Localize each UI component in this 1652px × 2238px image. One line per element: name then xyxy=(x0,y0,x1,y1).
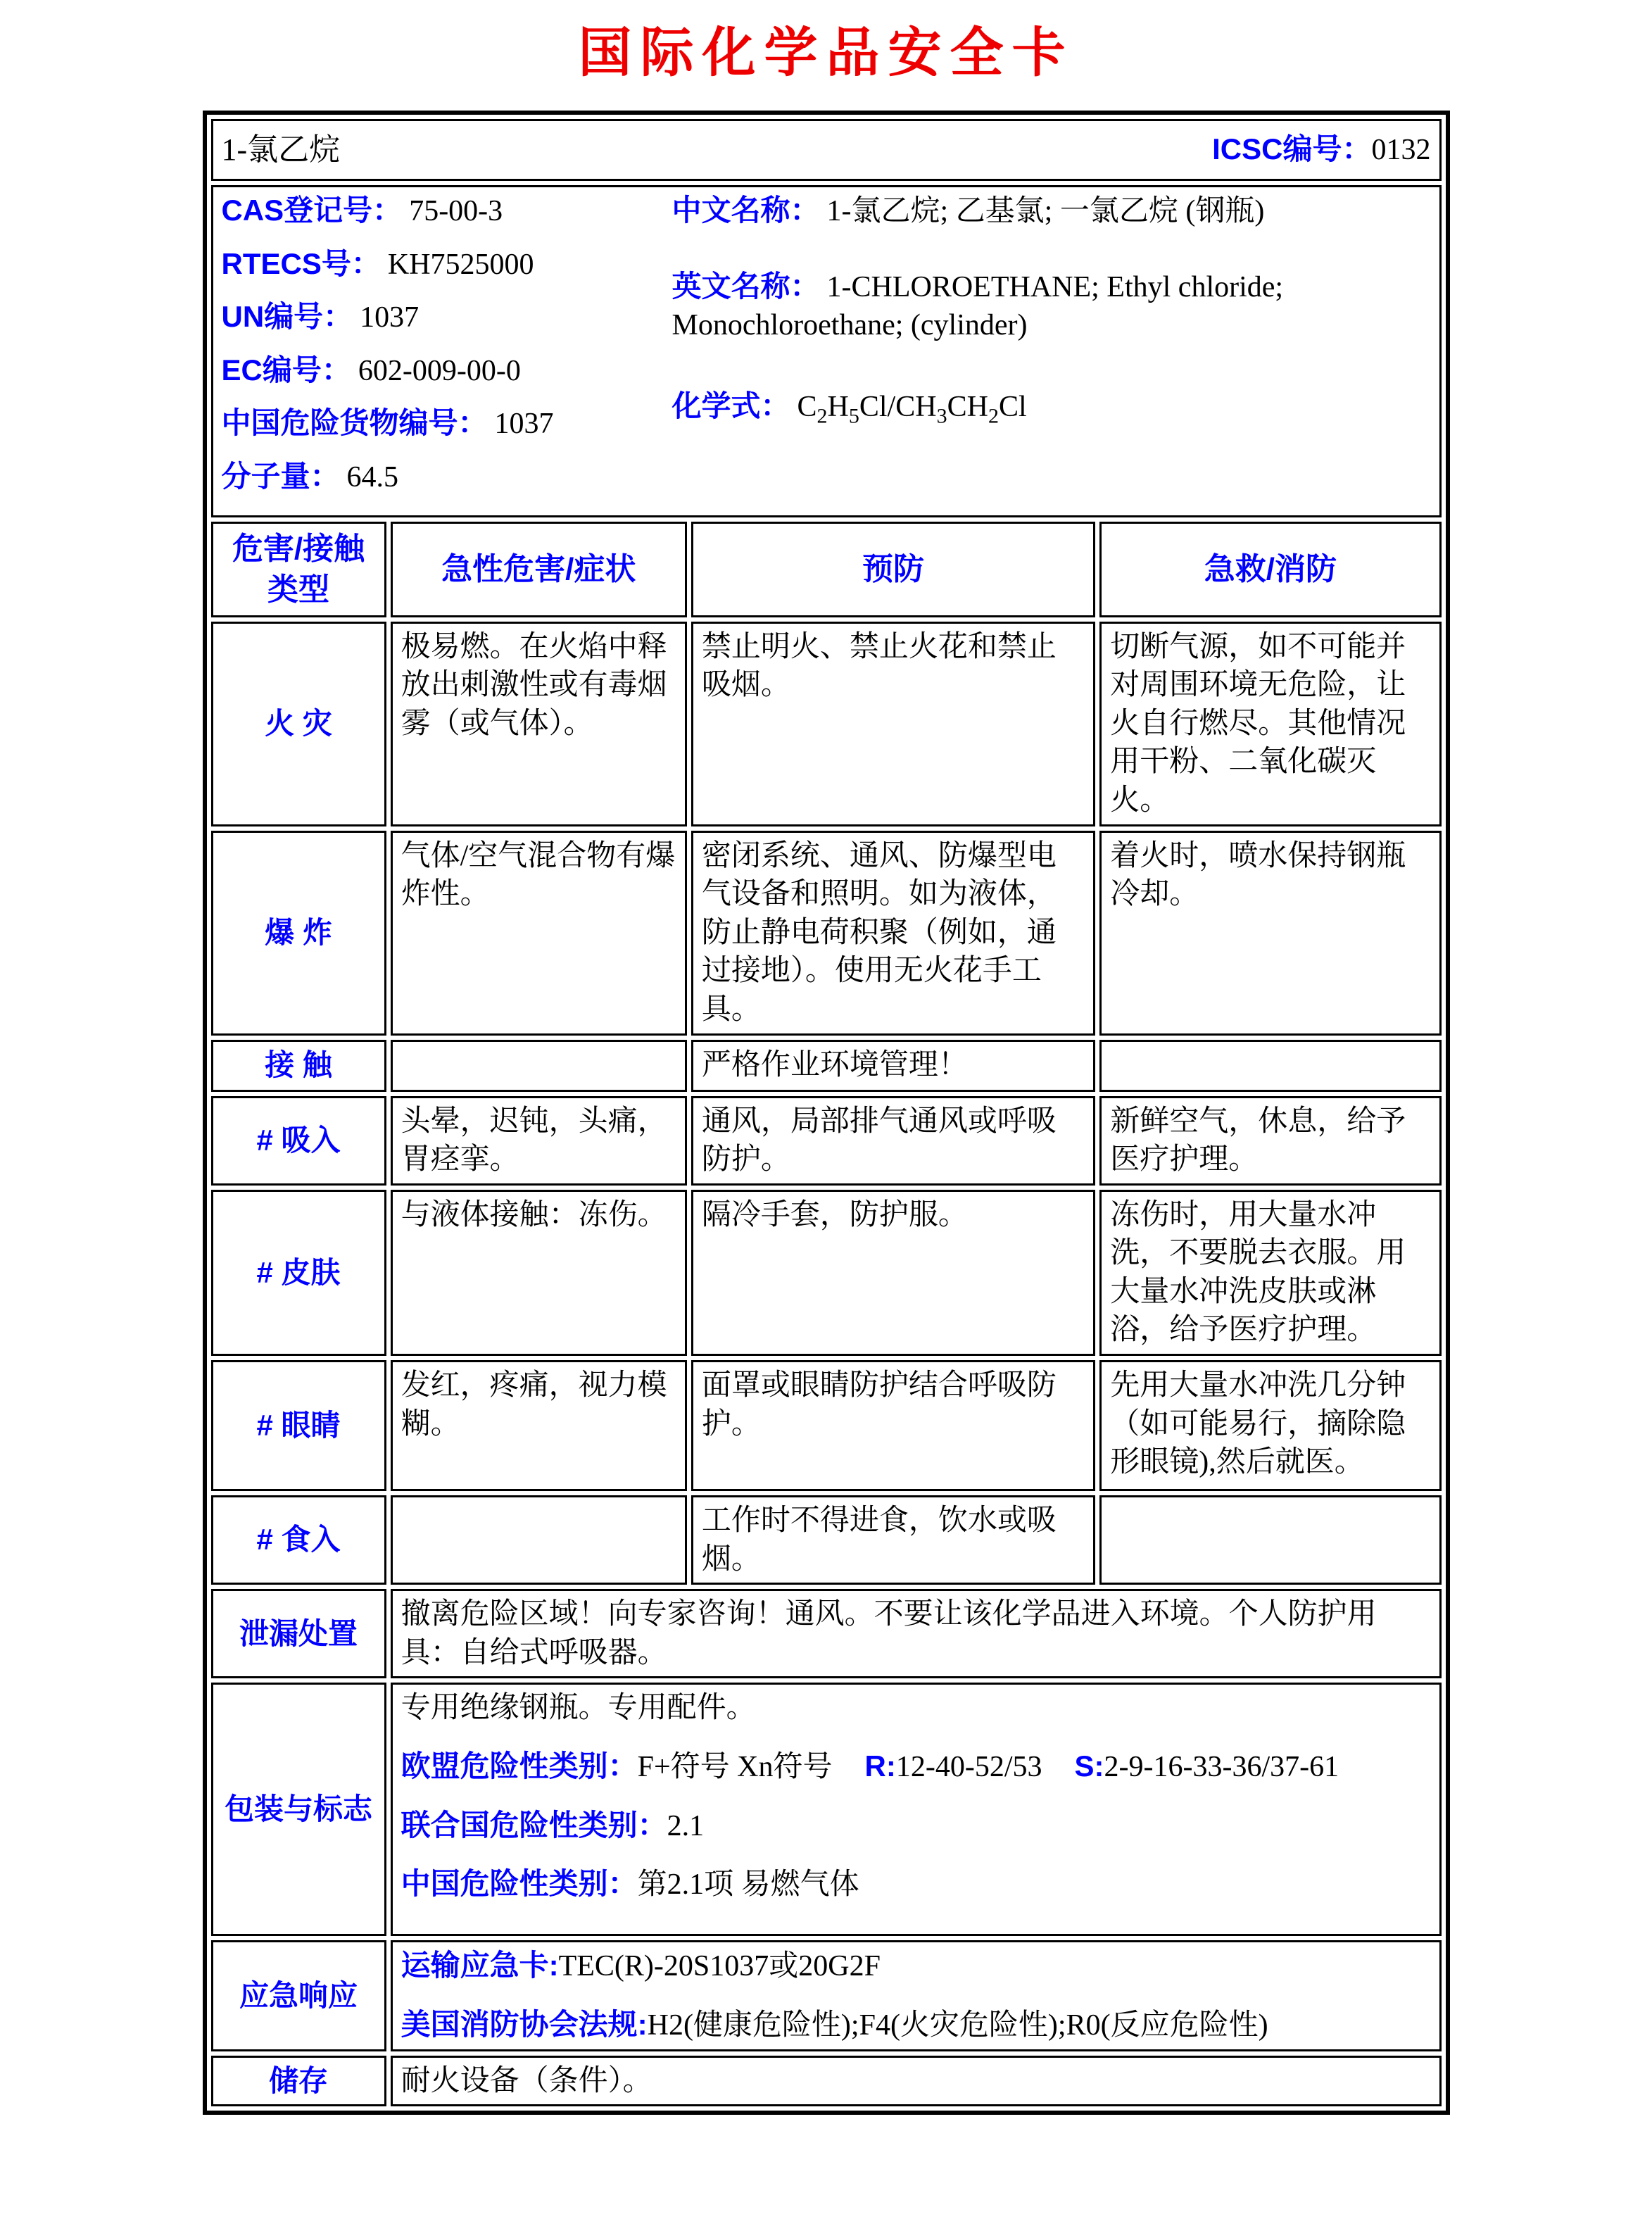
eu-symbols: F+符号 Xn符号 xyxy=(637,1751,833,1784)
packaging-line-cylinder: 专用绝缘钢瓶。专用配件。 xyxy=(401,1692,756,1725)
tec-card-value: TEC(R)-20S1037或20G2F xyxy=(558,1950,881,1983)
explosion-firstaid-cell: 着火时，喷水保持钢瓶冷却。 xyxy=(1099,831,1441,1036)
storage-row xyxy=(211,2056,1442,2107)
substance-name: 1-氯乙烷 xyxy=(221,132,341,168)
eyes-firstaid-cell: 先用大量水冲洗几分钟（如可能易行，摘除隐形眼镜),然后就医。 xyxy=(1099,1360,1441,1491)
contact-prevention-cell: 严格作业环境管理！ xyxy=(691,1040,1095,1092)
eyes-prevention-cell: 面罩或眼睛防护结合呼吸防护。 xyxy=(691,1360,1095,1491)
english-name xyxy=(672,268,1431,345)
chinese-name xyxy=(672,191,1431,231)
inhalation-firstaid-cell: 新鲜空气，休息，给予医疗护理。 xyxy=(1099,1096,1441,1186)
cas-value: 75-00-3 xyxy=(409,195,503,227)
ec-label: EC编号： xyxy=(221,353,351,386)
hazard-row-explosion xyxy=(211,831,1442,1036)
molweight-value: 64.5 xyxy=(346,460,399,494)
emergency-cell xyxy=(391,1940,1442,2051)
hazard-header-firstaid: 急救/消防 xyxy=(1099,522,1441,617)
skin-symptom-cell: 与液体接触：冻伤。 xyxy=(391,1190,687,1356)
china-dg-label: 中国危险货物编号： xyxy=(221,406,488,440)
emergency-line-nfpa xyxy=(401,2006,1431,2045)
hazard-header-symptom: 急性危害/症状 xyxy=(391,522,687,617)
emergency-line-tec xyxy=(401,1947,1431,1986)
identifier-cas xyxy=(222,191,672,231)
explosion-prevention-cell: 密闭系统、通风、防爆型电气设备和照明。如为液体，防止静电荷积聚（例如，通过接地）。使用无火花手工具。 xyxy=(691,831,1095,1036)
hazard-row-fire xyxy=(211,622,1442,826)
ec-value: 602-009-00-0 xyxy=(358,354,521,387)
packaging-cell xyxy=(391,1683,1442,1936)
row-label-explosion: 爆 炸 xyxy=(211,831,386,1036)
name-list xyxy=(672,191,1431,511)
identification-cell xyxy=(211,185,1442,517)
rtecs-label: RTECS号： xyxy=(221,246,381,280)
packaging-line-un xyxy=(401,1806,1431,1846)
cas-label: CAS登记号： xyxy=(221,194,403,227)
china-dg-value: 1037 xyxy=(494,408,554,441)
un-label: UN编号： xyxy=(221,300,353,334)
nfpa-value: H2(健康危险性);F4(火灾危险性);R0(反应危险性) xyxy=(647,2009,1268,2042)
row-label-eyes: # 眼睛 xyxy=(211,1360,386,1491)
r-phrases-label: R: xyxy=(864,1749,896,1783)
inhalation-symptom-cell: 头晕，迟钝，头痛，胃痉挛。 xyxy=(391,1096,687,1186)
s-phrases-label: S: xyxy=(1074,1749,1104,1783)
identifier-molweight xyxy=(222,458,672,497)
skin-firstaid-cell: 冻伤时，用大量水冲洗，不要脱去衣服。用大量水冲洗皮肤或淋浴，给予医疗护理。 xyxy=(1099,1190,1441,1356)
chinese-name-label: 中文名称： xyxy=(671,194,820,227)
icsc-value: 0132 xyxy=(1371,134,1431,167)
spill-row xyxy=(211,1589,1442,1678)
identifier-list xyxy=(222,191,672,511)
hazard-row-skin xyxy=(211,1190,1442,1356)
row-label-fire: 火 灾 xyxy=(211,622,386,826)
identifier-rtecs xyxy=(222,245,672,284)
fire-symptom-cell: 极易燃。在火焰中释放出刺激性或有毒烟雾（或气体）。 xyxy=(391,622,687,826)
packaging-line-eu xyxy=(401,1747,1431,1787)
identifier-un xyxy=(222,298,672,337)
icsc-label: ICSC编号： xyxy=(1212,132,1372,166)
contact-firstaid-cell xyxy=(1099,1040,1441,1092)
ingestion-firstaid-cell xyxy=(1099,1495,1441,1585)
fire-prevention-cell: 禁止明火、禁止火花和禁止吸烟。 xyxy=(691,622,1095,826)
eu-class-label: 欧盟危险性类别： xyxy=(401,1749,638,1783)
packaging-line-china xyxy=(401,1865,1431,1904)
hazard-header-type: 危害/接触类型 xyxy=(211,522,386,617)
hazard-header-prevention: 预防 xyxy=(691,522,1095,617)
un-value: 1037 xyxy=(360,301,420,334)
row-label-ingestion: # 食入 xyxy=(211,1495,386,1585)
fire-firstaid-cell: 切断气源，如不可能并对周围环境无危险，让火自行燃尽。其他情况用干粉、二氧化碳灭火。 xyxy=(1099,622,1441,826)
card-title-row xyxy=(211,119,1442,181)
s-phrases-value: 2-9-16-33-36/37-61 xyxy=(1104,1751,1339,1784)
page-title: 国际化学品安全卡 xyxy=(578,24,1074,83)
spill-text-cell: 撤离危险区域！向专家咨询！通风。不要让该化学品进入环境。个人防护用具：自给式呼吸器。 xyxy=(391,1589,1442,1678)
formula-value: $C_2H_5Cl/CH_3CH_2Cl$ xyxy=(797,390,1027,428)
row-label-emergency: 应急响应 xyxy=(211,1940,386,2051)
hazard-row-eyes xyxy=(211,1360,1442,1491)
ingestion-symptom-cell xyxy=(391,1495,687,1585)
inhalation-prevention-cell: 通风，局部排气通风或呼吸防护。 xyxy=(691,1096,1095,1186)
english-name-value: 1-CHLOROETHANE; Ethyl chloride; Monochloroethane; (cylinder) xyxy=(671,270,1284,342)
skin-prevention-cell: 隔冷手套，防护服。 xyxy=(691,1190,1095,1356)
molweight-label: 分子量： xyxy=(221,459,340,493)
english-name-label: 英文名称： xyxy=(671,269,820,303)
chemical-formula xyxy=(672,387,1431,429)
safety-card-table xyxy=(203,111,1450,2115)
row-label-packaging: 包装与标志 xyxy=(211,1683,386,1936)
row-label-contact: 接 触 xyxy=(211,1040,386,1092)
hazard-row-contact xyxy=(211,1040,1442,1092)
tec-card-label: 运输应急卡: xyxy=(401,1949,559,1982)
formula-label: 化学式： xyxy=(671,389,790,422)
un-class-label: 联合国危险性类别： xyxy=(401,1808,667,1842)
explosion-symptom-cell: 气体/空气混合物有爆炸性。 xyxy=(391,831,687,1036)
emergency-row xyxy=(211,1940,1442,2051)
r-phrases-value: 12-40-52/53 xyxy=(895,1751,1042,1784)
china-class-value: 第2.1项 易燃气体 xyxy=(637,1868,859,1901)
card-title-cell xyxy=(211,119,1442,181)
chinese-name-value: 1-氯乙烷; 乙基氯; 一氯乙烷 (钢瓶) xyxy=(826,195,1265,227)
hazard-row-ingestion xyxy=(211,1495,1442,1585)
contact-symptom-cell xyxy=(391,1040,687,1092)
hazard-row-inhalation xyxy=(211,1096,1442,1186)
china-class-label: 中国危险性类别： xyxy=(401,1867,638,1901)
rtecs-value: KH7525000 xyxy=(387,248,534,281)
hazard-header-row xyxy=(211,522,1442,617)
icsc-number-group xyxy=(1212,130,1430,170)
row-label-storage: 储存 xyxy=(211,2056,386,2107)
identification-row xyxy=(211,185,1442,517)
identifier-ec xyxy=(222,351,672,391)
identifier-china-dg xyxy=(222,404,672,444)
row-label-spill: 泄漏处置 xyxy=(211,1589,386,1678)
un-class-value: 2.1 xyxy=(667,1809,705,1842)
row-label-inhalation: # 吸入 xyxy=(211,1096,386,1186)
eyes-symptom-cell: 发红，疼痛，视力模糊。 xyxy=(391,1360,687,1491)
row-label-skin: # 皮肤 xyxy=(211,1190,386,1356)
storage-text-cell: 耐火设备（条件）。 xyxy=(391,2056,1442,2107)
nfpa-label: 美国消防协会法规: xyxy=(401,2008,648,2042)
packaging-row xyxy=(211,1683,1442,1936)
ingestion-prevention-cell: 工作时不得进食，饮水或吸烟。 xyxy=(691,1495,1095,1585)
